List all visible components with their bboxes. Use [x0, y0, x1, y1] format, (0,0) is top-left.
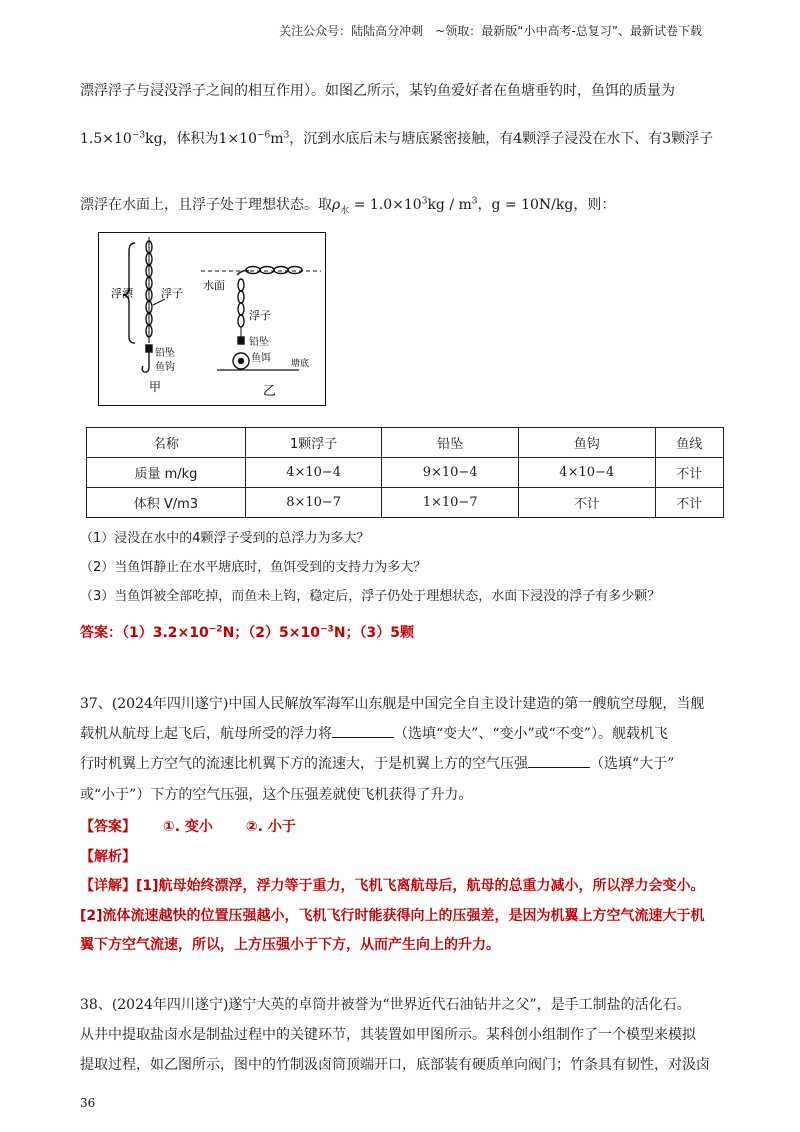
q38-text-line-3: 提取过程，如乙图所示，图中的竹制汲卤筒顶端开口，底部装有硬质单向阀门；竹条具有韧性，对汲卤: [80, 1057, 710, 1073]
table-header-cell: 鱼线: [655, 428, 723, 458]
table-cell: 不计: [518, 488, 655, 518]
q37-detail-1: 【详解】[1]航母始终漂浮，浮力等于重力，飞机飞离航母后，航母的总重力减小，所以浮力会变小。: [80, 878, 705, 894]
table-header-cell: 鱼钩: [518, 428, 655, 458]
answer-blank: [332, 725, 394, 738]
label-fupiao: 浮漂: [111, 287, 133, 300]
q37-detail-2: [2]流体流速越快的位置压强越小，飞机飞行时能获得向上的压强差，是因为机翼上方空气流速大于机: [80, 908, 705, 924]
q37-text-line-1: 37、(2024年四川遂宁)中国人民解放军海军山东舰是中国完全自主设计建造的第一艘航空母舰，当舰: [80, 696, 705, 712]
q38-text-line-1: 38、(2024年四川遂宁)遂宁大英的卓筒井被誉为“世界近代石油钻井之父”，是手工制盐的活化石。: [80, 997, 691, 1013]
table-cell: 9×10−4: [382, 458, 519, 488]
q36-text-line-3: 漂浮在水面上，且浮子处于理想状态。取$\rho_水 = 1.0\times 10^3kg / m^3$，g = 10N/kg，则：: [80, 196, 616, 216]
q37-text-line-4: 或“小于”）下方的空气压强，这个压强差就使飞机获得了升力。: [80, 787, 473, 803]
q36-subquestion-3: （3）当鱼饵被全部吃掉，而鱼未上钩，稳定后，浮子仍处于理想状态，水面下浸没的浮子有多少颗？: [80, 589, 661, 604]
table-cell: 不计: [655, 458, 723, 488]
label-yugou: 鱼钩: [155, 362, 175, 373]
fishing-float-figure: [98, 232, 326, 406]
label-fuzi-left: 浮子: [161, 287, 183, 300]
label-qianzhui-right: 铅坠: [249, 337, 269, 348]
table-header-cell: 名称: [87, 428, 246, 458]
table-row: [87, 488, 724, 518]
figure-svg: [99, 233, 325, 405]
table-row-label: 体积 V/m3: [87, 488, 246, 518]
q36-text-line-1: 漂浮浮子与浸没浮子之间的相互作用）。如图乙所示，某钓鱼爱好者在鱼塘垂钓时，鱼饵的质量为: [80, 83, 675, 99]
label-fuzi-right: 浮子: [249, 309, 271, 322]
label-yuer: 鱼饵: [251, 353, 271, 364]
table-cell: 1×10−7: [382, 488, 519, 518]
answer-blank: [528, 755, 590, 768]
q37-text-line-2: 载机从航母上起飞后，航母所受的浮力将 （选填“变大”、“变小”或“不变”）。舰载机飞: [80, 726, 668, 742]
q36-subquestion-1: （1）浸没在水中的4颗浮子受到的总浮力为多大？: [80, 531, 370, 546]
q37-text-line-3: 行时机翼上方空气的流速比机翼下方的流速大，于是机翼上方的空气压强 （选填“大于”: [80, 756, 675, 772]
table-cell: 4×10−4: [245, 458, 382, 488]
table-row-label: 质量 m/kg: [87, 458, 246, 488]
label-qianzhui-left: 铅坠: [155, 348, 175, 359]
q36-answer: 答案：$(1)3.2\times 10^{-2}N$；$(2)5\times 10^{-3}N$；（3）5颗: [80, 624, 415, 641]
label-tangdi: 塘底: [291, 359, 310, 369]
label-jia: 甲: [149, 380, 162, 394]
q37-detail-3: 翼下方空气流速，所以，上方压强小于下方，从而产生向上的升力。: [80, 937, 500, 953]
label-yi: 乙: [263, 384, 277, 399]
q36-subquestion-2: （2）当鱼饵静止在水平塘底时，鱼饵受到的支持力为多大？: [80, 560, 427, 575]
table-header-cell: 铅坠: [382, 428, 519, 458]
q37-answer: 【答案】 ①. 变小 ②. 小于: [80, 819, 296, 835]
table-cell: 不计: [655, 488, 723, 518]
page-number: 36: [80, 1096, 96, 1110]
table-cell: 4×10−4: [518, 458, 655, 488]
table-row: [87, 458, 724, 488]
table-header-row: [87, 428, 724, 458]
float-data-table: [86, 427, 724, 518]
q37-analysis-label: 【解析】: [80, 849, 136, 865]
page-header: 关注公众号：陆陆高分冲刺 ~领取：最新版“小中高考-总复习”、最新试卷下载: [279, 24, 702, 38]
q36-text-line-2: $1.5\times 10^{-3}kg$，体积为$1\times 10^{-6}m^3$，沉到水底后未与塘底紧密接触，有4颗浮子浸没在水下、有3颗浮子: [80, 130, 714, 147]
table-header-cell: 1颗浮子: [245, 428, 382, 458]
table-cell: 8×10−7: [245, 488, 382, 518]
label-shuimian: 水面: [203, 279, 225, 292]
q38-text-line-2: 从井中提取盐卤水是制盐过程中的关键环节，其装置如甲图所示。某科创小组制作了一个模型来模拟: [80, 1027, 696, 1043]
